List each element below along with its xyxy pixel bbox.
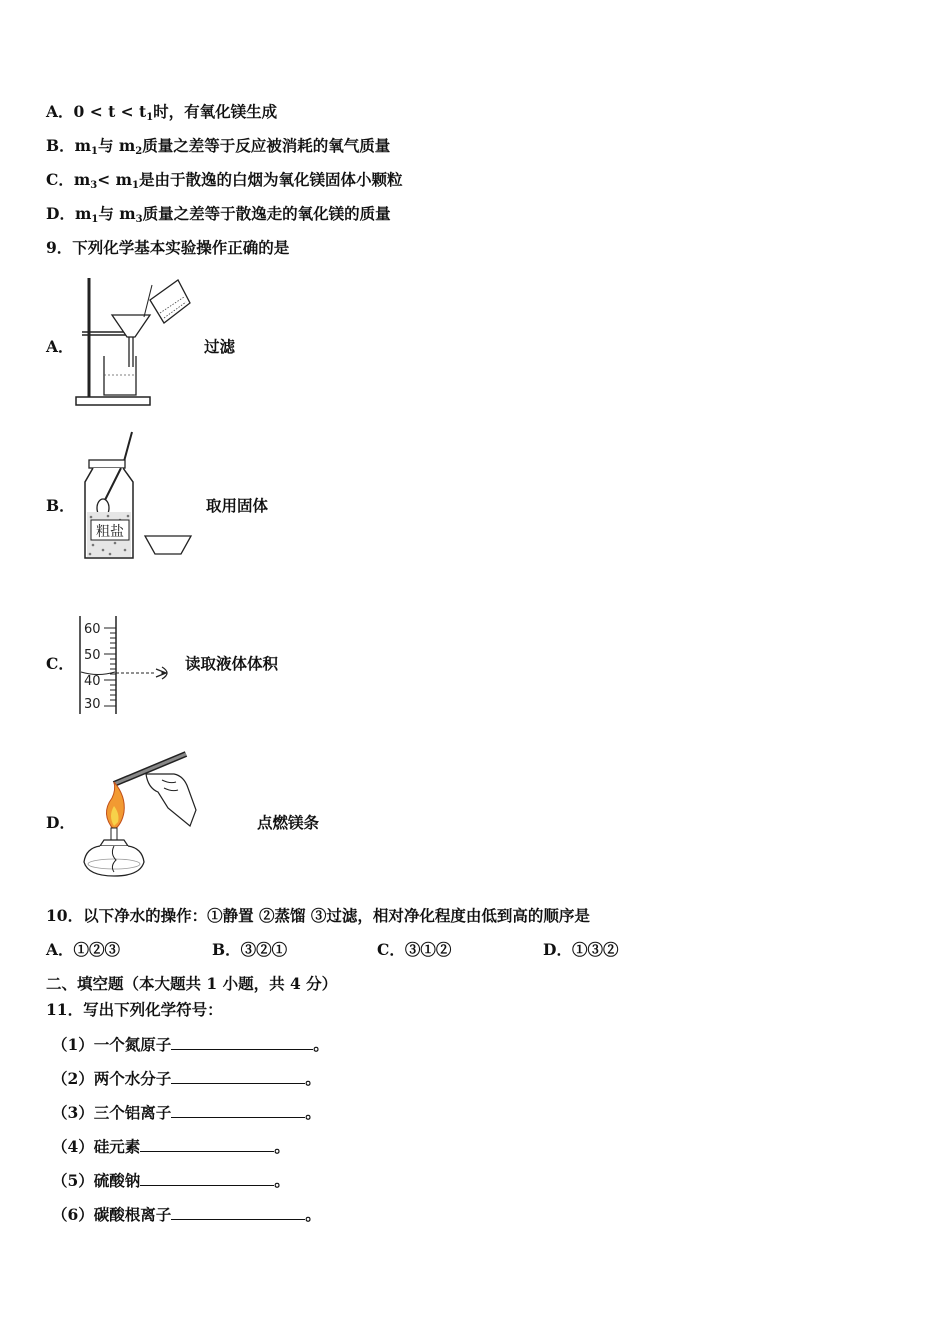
q10-option-b: B．③②① bbox=[212, 940, 288, 959]
answer-blank-2[interactable] bbox=[171, 1068, 305, 1084]
graduated-cylinder-figure bbox=[76, 614, 181, 719]
q11-item-1: （1）一个氮原子 。 bbox=[52, 1035, 329, 1054]
q10-option-a: A．①②③ bbox=[46, 940, 121, 959]
q10-stem: 10．以下净水的操作：①静置 ②蒸馏 ③过滤，相对净化程度由低到高的顺序是 bbox=[46, 906, 590, 925]
q8-option-d: D．$m_1$与 $m_3$质量之差等于散逸走的氧化镁的质量 bbox=[46, 204, 391, 225]
jar-label-text: 粗盐 bbox=[96, 524, 124, 540]
answer-blank-5[interactable] bbox=[140, 1170, 274, 1186]
q9-option-a-label: A． bbox=[46, 337, 74, 356]
q9-stem: 9．下列化学基本实验操作正确的是 bbox=[46, 238, 290, 257]
eye-icon bbox=[156, 667, 167, 679]
q9-option-a-caption: 过滤 bbox=[204, 337, 236, 356]
q11-stem: 11．写出下列化学符号： bbox=[46, 1000, 223, 1019]
cylinder-tick-60: 60 bbox=[84, 622, 101, 637]
q9-option-d-caption: 点燃镁条 bbox=[257, 813, 320, 832]
answer-blank-1[interactable] bbox=[171, 1034, 313, 1050]
section-2-heading: 二、填空题（本大题共 1 小题，共 4 分） bbox=[46, 974, 338, 993]
alcohol-lamp-figure bbox=[78, 748, 198, 883]
q11-item-2: （2）两个水分子 。 bbox=[52, 1069, 321, 1088]
solid-jar-figure bbox=[75, 430, 200, 565]
cylinder-tick-40: 40 bbox=[84, 674, 101, 689]
q10-option-d: D．①③② bbox=[543, 940, 619, 959]
cylinder-tick-50: 50 bbox=[84, 648, 101, 663]
q8-option-b: B．$m_1$与 $m_2$质量之差等于反应被消耗的氧气质量 bbox=[46, 136, 391, 157]
q9-option-b-label: B． bbox=[46, 496, 75, 515]
cylinder-tick-30: 30 bbox=[84, 697, 101, 712]
filtration-figure bbox=[72, 275, 197, 410]
q10-option-c: C．③①② bbox=[377, 940, 452, 959]
q11-item-3: （3）三个铝离子 。 bbox=[52, 1103, 321, 1122]
q9-option-c-caption: 读取液体体积 bbox=[185, 654, 279, 673]
q8-option-a: A．$0 < t < t_1$时，有氧化镁生成 bbox=[46, 102, 278, 123]
q11-item-4: （4）硅元素 。 bbox=[52, 1137, 290, 1156]
answer-blank-3[interactable] bbox=[171, 1102, 305, 1118]
q11-item-6: （6）碳酸根离子 。 bbox=[52, 1205, 321, 1224]
q8-option-c: C．$m_3< m_1$是由于散逸的白烟为氧化镁固体小颗粒 bbox=[46, 170, 403, 191]
q9-option-d-label: D． bbox=[46, 813, 75, 832]
answer-blank-6[interactable] bbox=[171, 1204, 305, 1220]
answer-blank-4[interactable] bbox=[140, 1136, 274, 1152]
q11-item-5: （5）硫酸钠 。 bbox=[52, 1171, 290, 1190]
q9-option-b-caption: 取用固体 bbox=[206, 496, 269, 515]
q9-option-c-label: C． bbox=[46, 654, 74, 673]
